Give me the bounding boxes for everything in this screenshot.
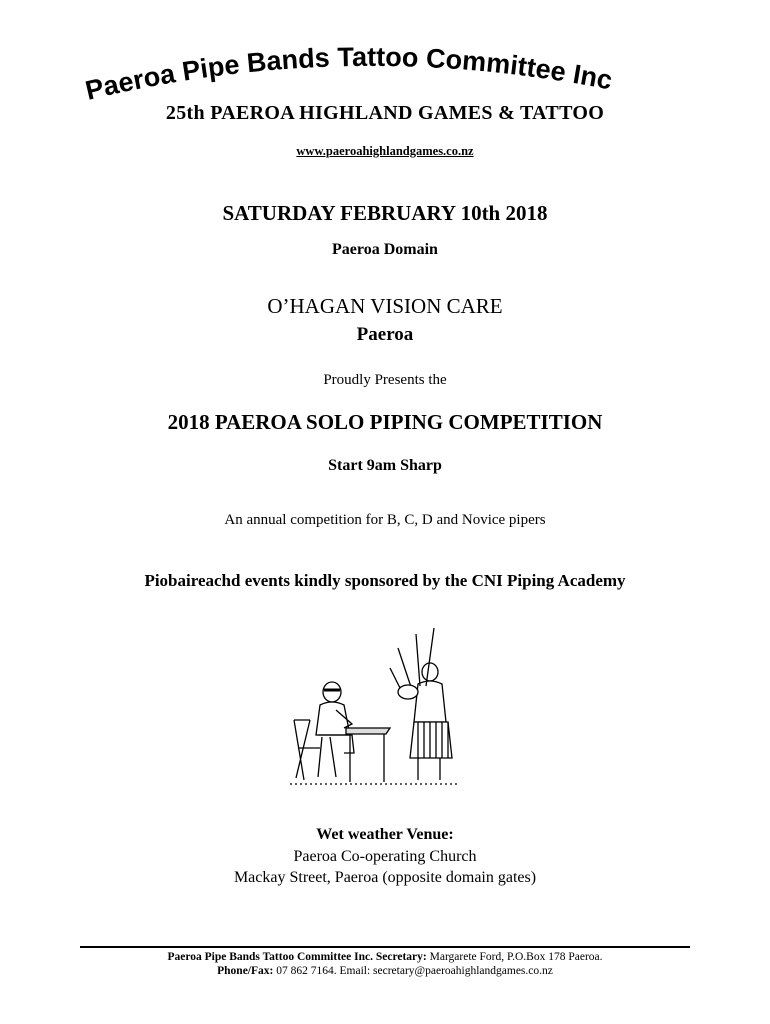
sponsor-name: O’HAGAN VISION CARE xyxy=(267,294,503,318)
event-venue: Paeroa Domain xyxy=(332,241,438,258)
svg-text:Paeroa Pipe Bands Tattoo Commi xyxy=(83,42,615,106)
footer-email-value[interactable]: secretary@paeroahighlandgames.co.nz xyxy=(373,965,553,977)
wet-weather-place: Paeroa Co-operating Church xyxy=(293,848,477,865)
piper-and-judge-illustration xyxy=(280,610,470,795)
footer-secretary-value: Margarete Ford, P.O.Box 178 Paeroa. xyxy=(429,951,603,963)
footer-secretary-label: Secretary: xyxy=(375,951,427,963)
competition-title: 2018 PAEROA SOLO PIPING COMPETITION xyxy=(167,410,603,434)
footer-email-label: Email: xyxy=(339,965,371,977)
wet-weather-address: Mackay Street, Paeroa (opposite domain gates) xyxy=(233,869,537,886)
event-date: SATURDAY FEBRUARY 10th 2018 xyxy=(222,201,548,225)
footer-line-2 xyxy=(0,965,770,977)
start-time: Start 9am Sharp xyxy=(328,457,442,474)
presents-line: Proudly Presents the xyxy=(323,372,447,388)
sponsor-town: Paeroa xyxy=(356,324,414,345)
piobaireachd-sponsor: Piobaireachd events kindly sponsored by the CNI Piping Academy xyxy=(144,571,626,590)
committee-arc-text: Paeroa Pipe Bands Tattoo Committee Inc xyxy=(82,41,615,106)
wet-weather-heading: Wet weather Venue: xyxy=(316,826,454,843)
footer-org: Paeroa Pipe Bands Tattoo Committee Inc. xyxy=(167,951,373,963)
footer-phone-value: 07 862 7164. xyxy=(276,965,337,977)
footer-divider xyxy=(80,946,690,948)
footer-phone-label: Phone/Fax: xyxy=(217,965,274,977)
footer-line-1 xyxy=(0,951,770,963)
website-link[interactable]: www.paeroahighlandgames.co.nz xyxy=(296,144,474,158)
games-title: 25th PAEROA HIGHLAND GAMES & TATTOO xyxy=(165,102,605,124)
competition-description: An annual competition for B, C, D and Novice pipers xyxy=(224,512,546,528)
